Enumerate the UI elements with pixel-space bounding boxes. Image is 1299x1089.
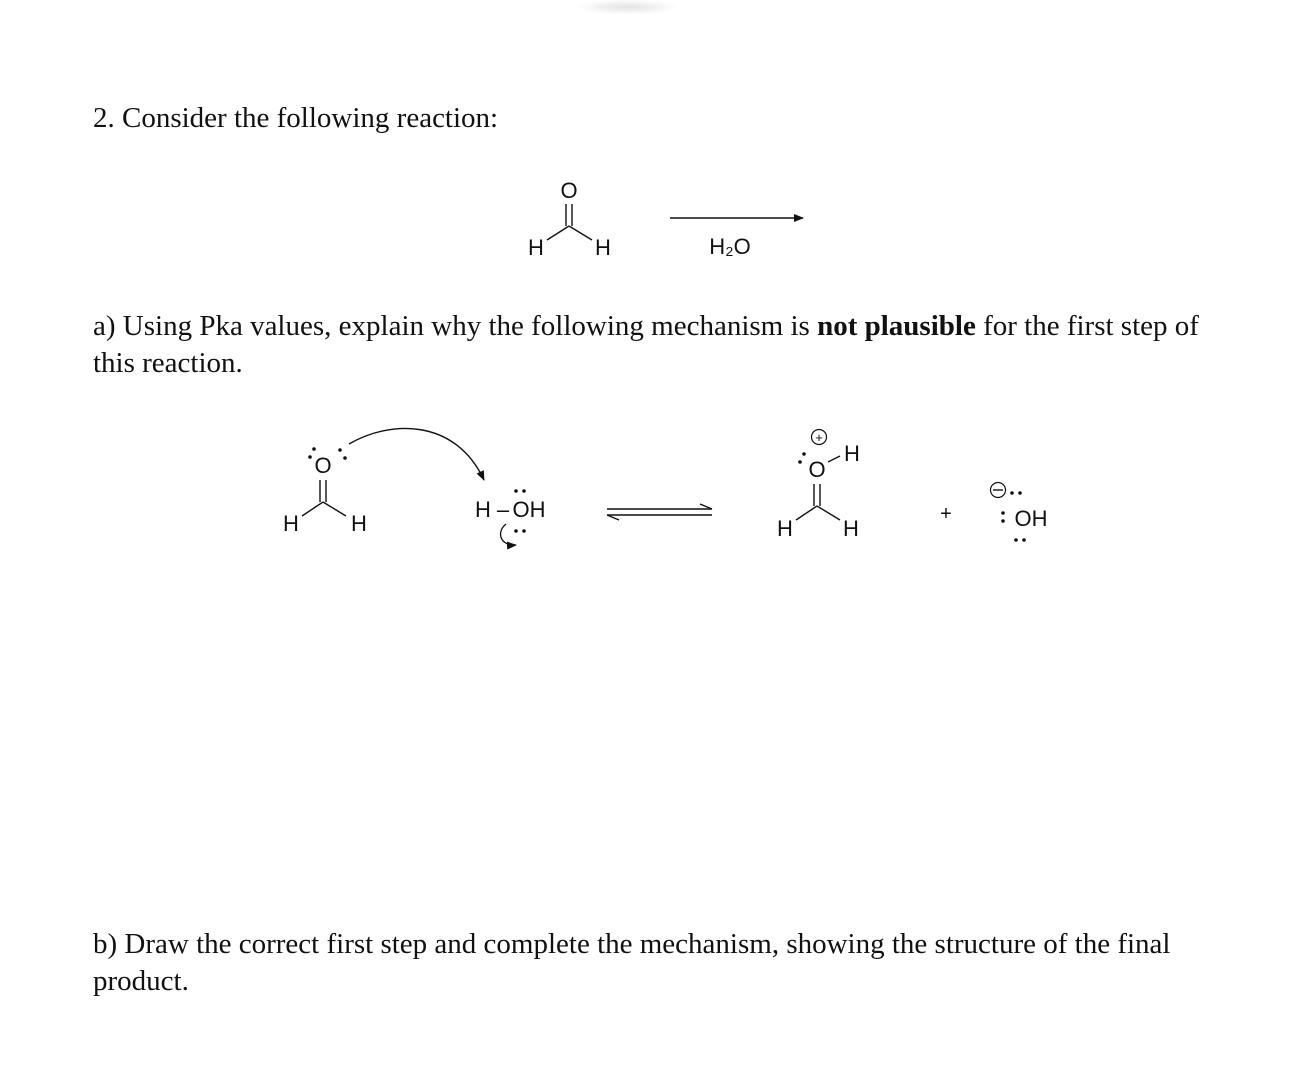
product-oxonium bbox=[777, 430, 860, 542]
lone-pair-dot bbox=[522, 489, 526, 493]
lone-pair-dot bbox=[1018, 491, 1022, 495]
equilibrium-arrows bbox=[607, 504, 712, 520]
hydroxide-oh: OH bbox=[1014, 506, 1048, 531]
reactant-formaldehyde bbox=[528, 178, 611, 260]
aldehyde-h-right: H bbox=[351, 511, 367, 536]
oxonium-o-h: H bbox=[844, 441, 860, 466]
lone-pair-dot bbox=[798, 460, 802, 464]
part-a-suffix: for the first step of this reaction. bbox=[93, 310, 1199, 379]
aldehyde-h-left: H bbox=[283, 511, 299, 536]
lone-pair-dot bbox=[343, 456, 347, 460]
reactant-oxygen: O bbox=[560, 178, 578, 203]
part-b-text: b) Draw the correct first step and complete the mechanism, showing the structure of the final product. bbox=[93, 928, 1171, 997]
lone-pair-dot bbox=[1001, 519, 1005, 523]
part-a-emphasis: not plausible bbox=[817, 310, 976, 342]
lone-pair-dot bbox=[312, 447, 316, 451]
oh-bond bbox=[828, 456, 840, 462]
lone-pair-dot bbox=[522, 529, 526, 533]
lone-pair-dot bbox=[1014, 538, 1018, 542]
lone-pair-dot bbox=[308, 455, 312, 459]
oxonium-oxygen: O bbox=[808, 457, 826, 482]
oxonium-h-left: H bbox=[777, 516, 793, 541]
curved-arrow-proton-transfer bbox=[501, 524, 516, 545]
lone-pair-dot bbox=[802, 452, 806, 456]
equilibrium-reverse-barb bbox=[607, 515, 619, 520]
water-oh: OH bbox=[512, 497, 546, 522]
question-number: 2. bbox=[93, 102, 115, 134]
product-hydroxide bbox=[991, 483, 1048, 542]
lone-pair-dot bbox=[1022, 538, 1026, 542]
water-h: H bbox=[475, 497, 491, 522]
ch-bond-left bbox=[547, 226, 569, 240]
aldehyde-ch-left bbox=[302, 502, 323, 516]
lone-pair-dot bbox=[1010, 491, 1014, 495]
lone-pair-dot bbox=[338, 448, 342, 452]
lone-pair-dot bbox=[514, 529, 518, 533]
positive-charge-sign: + bbox=[815, 430, 823, 445]
mechanism-aldehyde bbox=[283, 447, 367, 536]
reactant-h-left: H bbox=[528, 235, 544, 260]
plus-sign: + bbox=[940, 503, 952, 525]
oxonium-ch-left bbox=[796, 506, 817, 520]
mechanism-water bbox=[475, 489, 545, 545]
aldehyde-oxygen: O bbox=[314, 453, 332, 478]
reagent-water: H₂O bbox=[709, 234, 751, 259]
reactant-h-right: H bbox=[595, 235, 611, 260]
lone-pair-dot bbox=[1001, 511, 1005, 515]
question-prompt: Consider the following reaction: bbox=[122, 102, 499, 134]
part-a-prefix: a) Using Pka values, explain why the following mechanism is bbox=[93, 310, 810, 342]
curved-arrow-attack bbox=[349, 428, 484, 480]
lone-pair-dot bbox=[514, 489, 518, 493]
ch-bond-right bbox=[569, 226, 592, 240]
oxonium-h-right: H bbox=[843, 516, 859, 541]
oxonium-ch-right bbox=[817, 506, 840, 520]
aldehyde-ch-right bbox=[323, 502, 346, 516]
water-bond: – bbox=[496, 497, 510, 522]
equilibrium-forward-barb bbox=[700, 504, 712, 509]
